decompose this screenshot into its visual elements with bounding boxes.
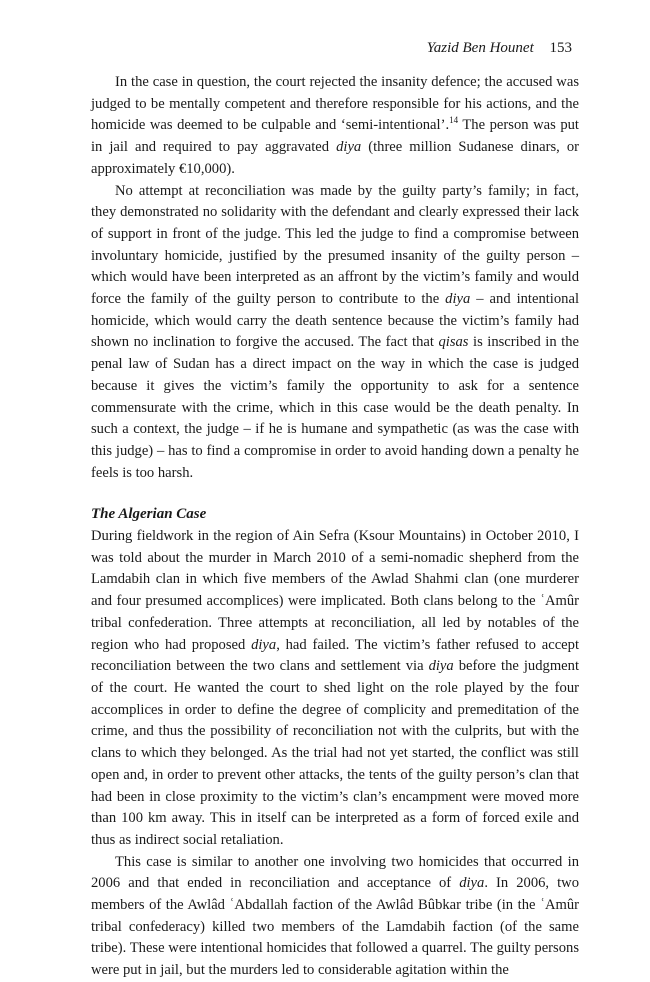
section-heading: The Algerian Case (91, 506, 207, 523)
paragraph-reconciliation (91, 181, 579, 485)
running-head-author: Yazid Ben Hounet (426, 40, 534, 56)
paragraph-text: , had failed. The victim’s father refused to accept reconciliation between the two clans and settlement via (91, 636, 579, 675)
italic-term: qisas (438, 334, 469, 351)
paragraph-text: This case is similar to another one involving two homicides that occurred in 2006 and that ended in reconciliation and acceptance of (91, 853, 579, 892)
paragraph-text: . In 2006, two members of the Awlâd ʿAbdallah faction of the Awlâd Bûbkar tribe (in the ʿAmûr tribal confederacy) killed two members of the Lamdabih faction (of the same tribe). These were intentional homicides that followed a quarrel. The guilty persons were put in jail, but the murders led to considerable agitation within the (91, 875, 579, 979)
italic-term: diya (428, 658, 454, 675)
paragraph-text: is inscribed in the penal law of Sudan has a direct impact on the way in which the case is judged because it gives the victim’s family the opportunity to ask for a sentence commensurate with the crime, which in this case would be the death penalty. In such a context, the judge – if he is humane and sympathetic (as was the case with this judge) – has to find a compromise in order to avoid handing down a penalty he feels is too harsh. (91, 334, 579, 481)
paragraph-text: – and intentional homicide, which would carry the death sentence because the victim’s family had shown no inclination to forgive the accused. The fact that (91, 291, 579, 351)
paragraph-text: before the judgment of the court. He wanted the court to shed light on the role played by the four accomplices in order to define the degree of complicity and premeditation of the crime, and thus the possibility of reconciliation not with the culprits, but with the clans to which they belonged. As the trial had not yet started, the conflict was still open and, in order to prevent other attacks, the tents of the guilty person’s clan that had been in close proximity to the victim’s clan’s encampment were moved more than 100 km away. This in itself can be interpreted as a form of forced exile and thus as indirect social retaliation. (91, 658, 579, 848)
paragraph-sudan-verdict (91, 72, 579, 181)
paragraph-algerian-case (91, 526, 579, 852)
italic-term: diya (445, 291, 471, 308)
paragraph-text: In the case in question, the court rejected the insanity defence; the accused was judged to be mentally competent and therefore responsible for his actions, and the homicide was deemed to be culpable and ‘semi-intentional’. (91, 74, 579, 134)
paragraph-text: No attempt at reconciliation was made by the guilty party’s family; in fact, they demonstrated no solidarity with the defendant and clearly expressed their lack of support in front of the judge. This led the judge to find a compromise between involuntary homicide, justified by the presumed insanity of the guilty person – which would have been interpreted as an affront by the victim’s family and would force the family of the guilty person to contribute to the (91, 182, 579, 308)
body-text (91, 72, 579, 982)
page-number: 153 (549, 40, 572, 56)
italic-term: diya (251, 636, 277, 653)
paragraph-similar-case (91, 852, 579, 982)
italic-term: diya (336, 139, 362, 156)
running-head (427, 38, 572, 58)
italic-term: diya (459, 875, 485, 892)
footnote-marker: 14 (449, 115, 459, 126)
paragraph-text: During fieldwork in the region of Ain Sefra (Ksour Mountains) in October 2010, I was told about the murder in March 2010 of a semi-nomadic shepherd from the Lamdabih clan in which five members of the Awlad Shahmi clan (one murderer and four presumed accomplices) were implicated. Both clans belong to the ʿAmûr tribal confederation. Three attempts at reconciliation, all led by notables of the region who had proposed (91, 528, 579, 653)
paragraph-text: (three million Sudanese dinars, or approximately €10,000). (91, 139, 579, 177)
paragraph-text: The person was put in jail and required to pay aggravated (91, 117, 579, 156)
